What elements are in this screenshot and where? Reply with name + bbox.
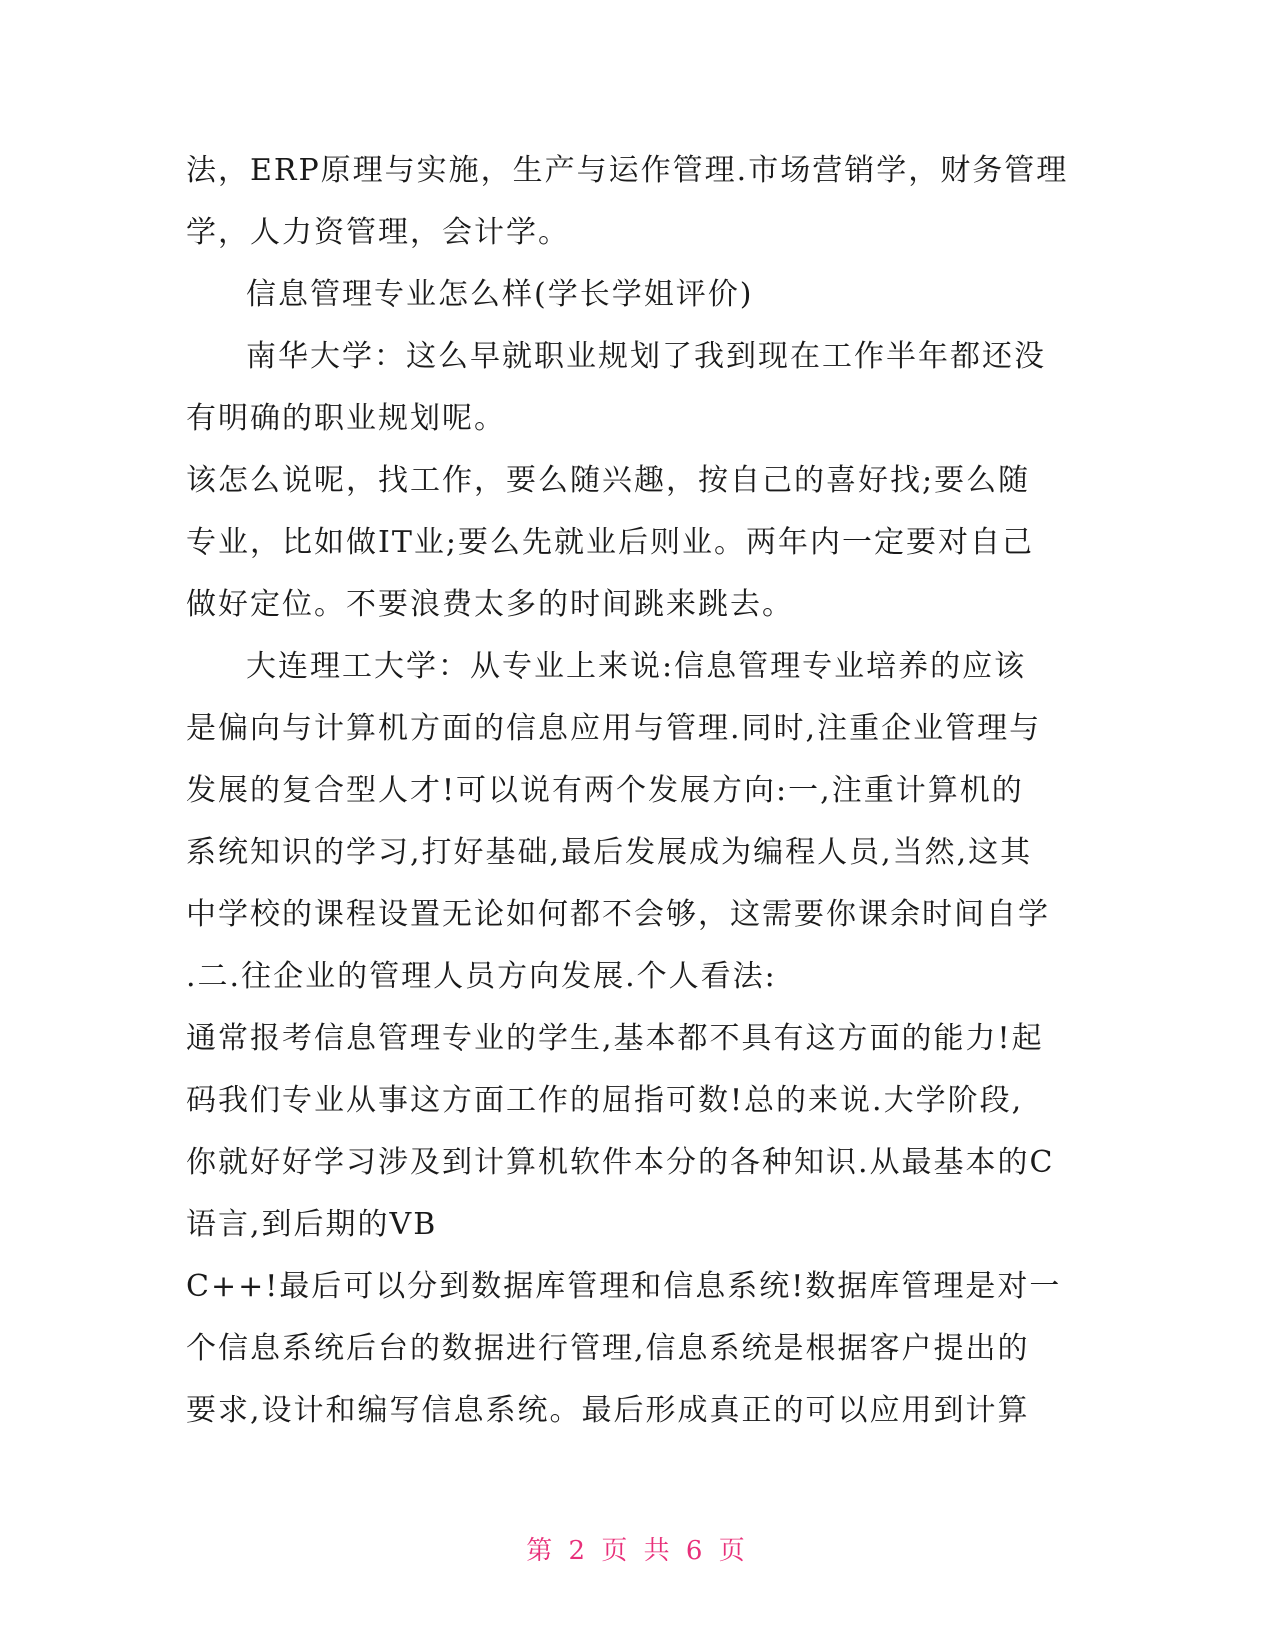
text-line: C++!最后可以分到数据库管理和信息系统!数据库管理是对一 <box>186 1269 1062 1304</box>
text-line: 中学校的课程设置无论如何都不会够，这需要你课余时间自学 <box>186 897 1050 932</box>
document-body <box>186 140 1081 1442</box>
text-line: 法，ERP原理与实施，生产与运作管理.市场营销学，财务管理 <box>186 153 1069 188</box>
page-footer <box>0 1530 1275 1567</box>
text-line: 通常报考信息管理专业的学生,基本都不具有这方面的能力!起 <box>186 1021 1044 1056</box>
page-number: 第 2 页 共 6 页 <box>526 1536 749 1566</box>
text-line: 语言,到后期的VB <box>186 1207 438 1242</box>
text-line: 有明确的职业规划呢。 <box>186 401 506 436</box>
text-line: 做好定位。不要浪费太多的时间跳来跳去。 <box>186 587 794 622</box>
text-line: .二.往企业的管理人员方向发展.个人看法: <box>186 959 777 994</box>
text-line: 你就好好学习涉及到计算机软件本分的各种知识.从最基本的C <box>186 1145 1055 1180</box>
text-line: 系统知识的学习,打好基础,最后发展成为编程人员,当然,这其 <box>186 835 1033 870</box>
text-line: 个信息系统后台的数据进行管理,信息系统是根据客户提出的 <box>186 1331 1030 1366</box>
text-line: 学，人力资管理，会计学。 <box>186 215 570 250</box>
text-line: 发展的复合型人才!可以说有两个发展方向:一,注重计算机的 <box>186 773 1024 808</box>
text-line: 是偏向与计算机方面的信息应用与管理.同时,注重企业管理与 <box>186 711 1042 746</box>
text-line: 南华大学：这么早就职业规划了我到现在工作半年都还没 <box>246 339 1046 374</box>
text-line: 大连理工大学：从专业上来说:信息管理专业培养的应该 <box>246 649 1027 684</box>
text-line: 该怎么说呢，找工作，要么随兴趣，按自己的喜好找;要么随 <box>186 463 1031 498</box>
section-heading: 信息管理专业怎么样(学长学姐评价) <box>246 277 754 312</box>
text-line: 专业，比如做IT业;要么先就业后则业。两年内一定要对自己 <box>186 525 1034 560</box>
text-line: 码我们专业从事这方面工作的屈指可数!总的来说.大学阶段, <box>186 1083 1024 1118</box>
text-line: 要求,设计和编写信息系统。最后形成真正的可以应用到计算 <box>186 1393 1030 1428</box>
